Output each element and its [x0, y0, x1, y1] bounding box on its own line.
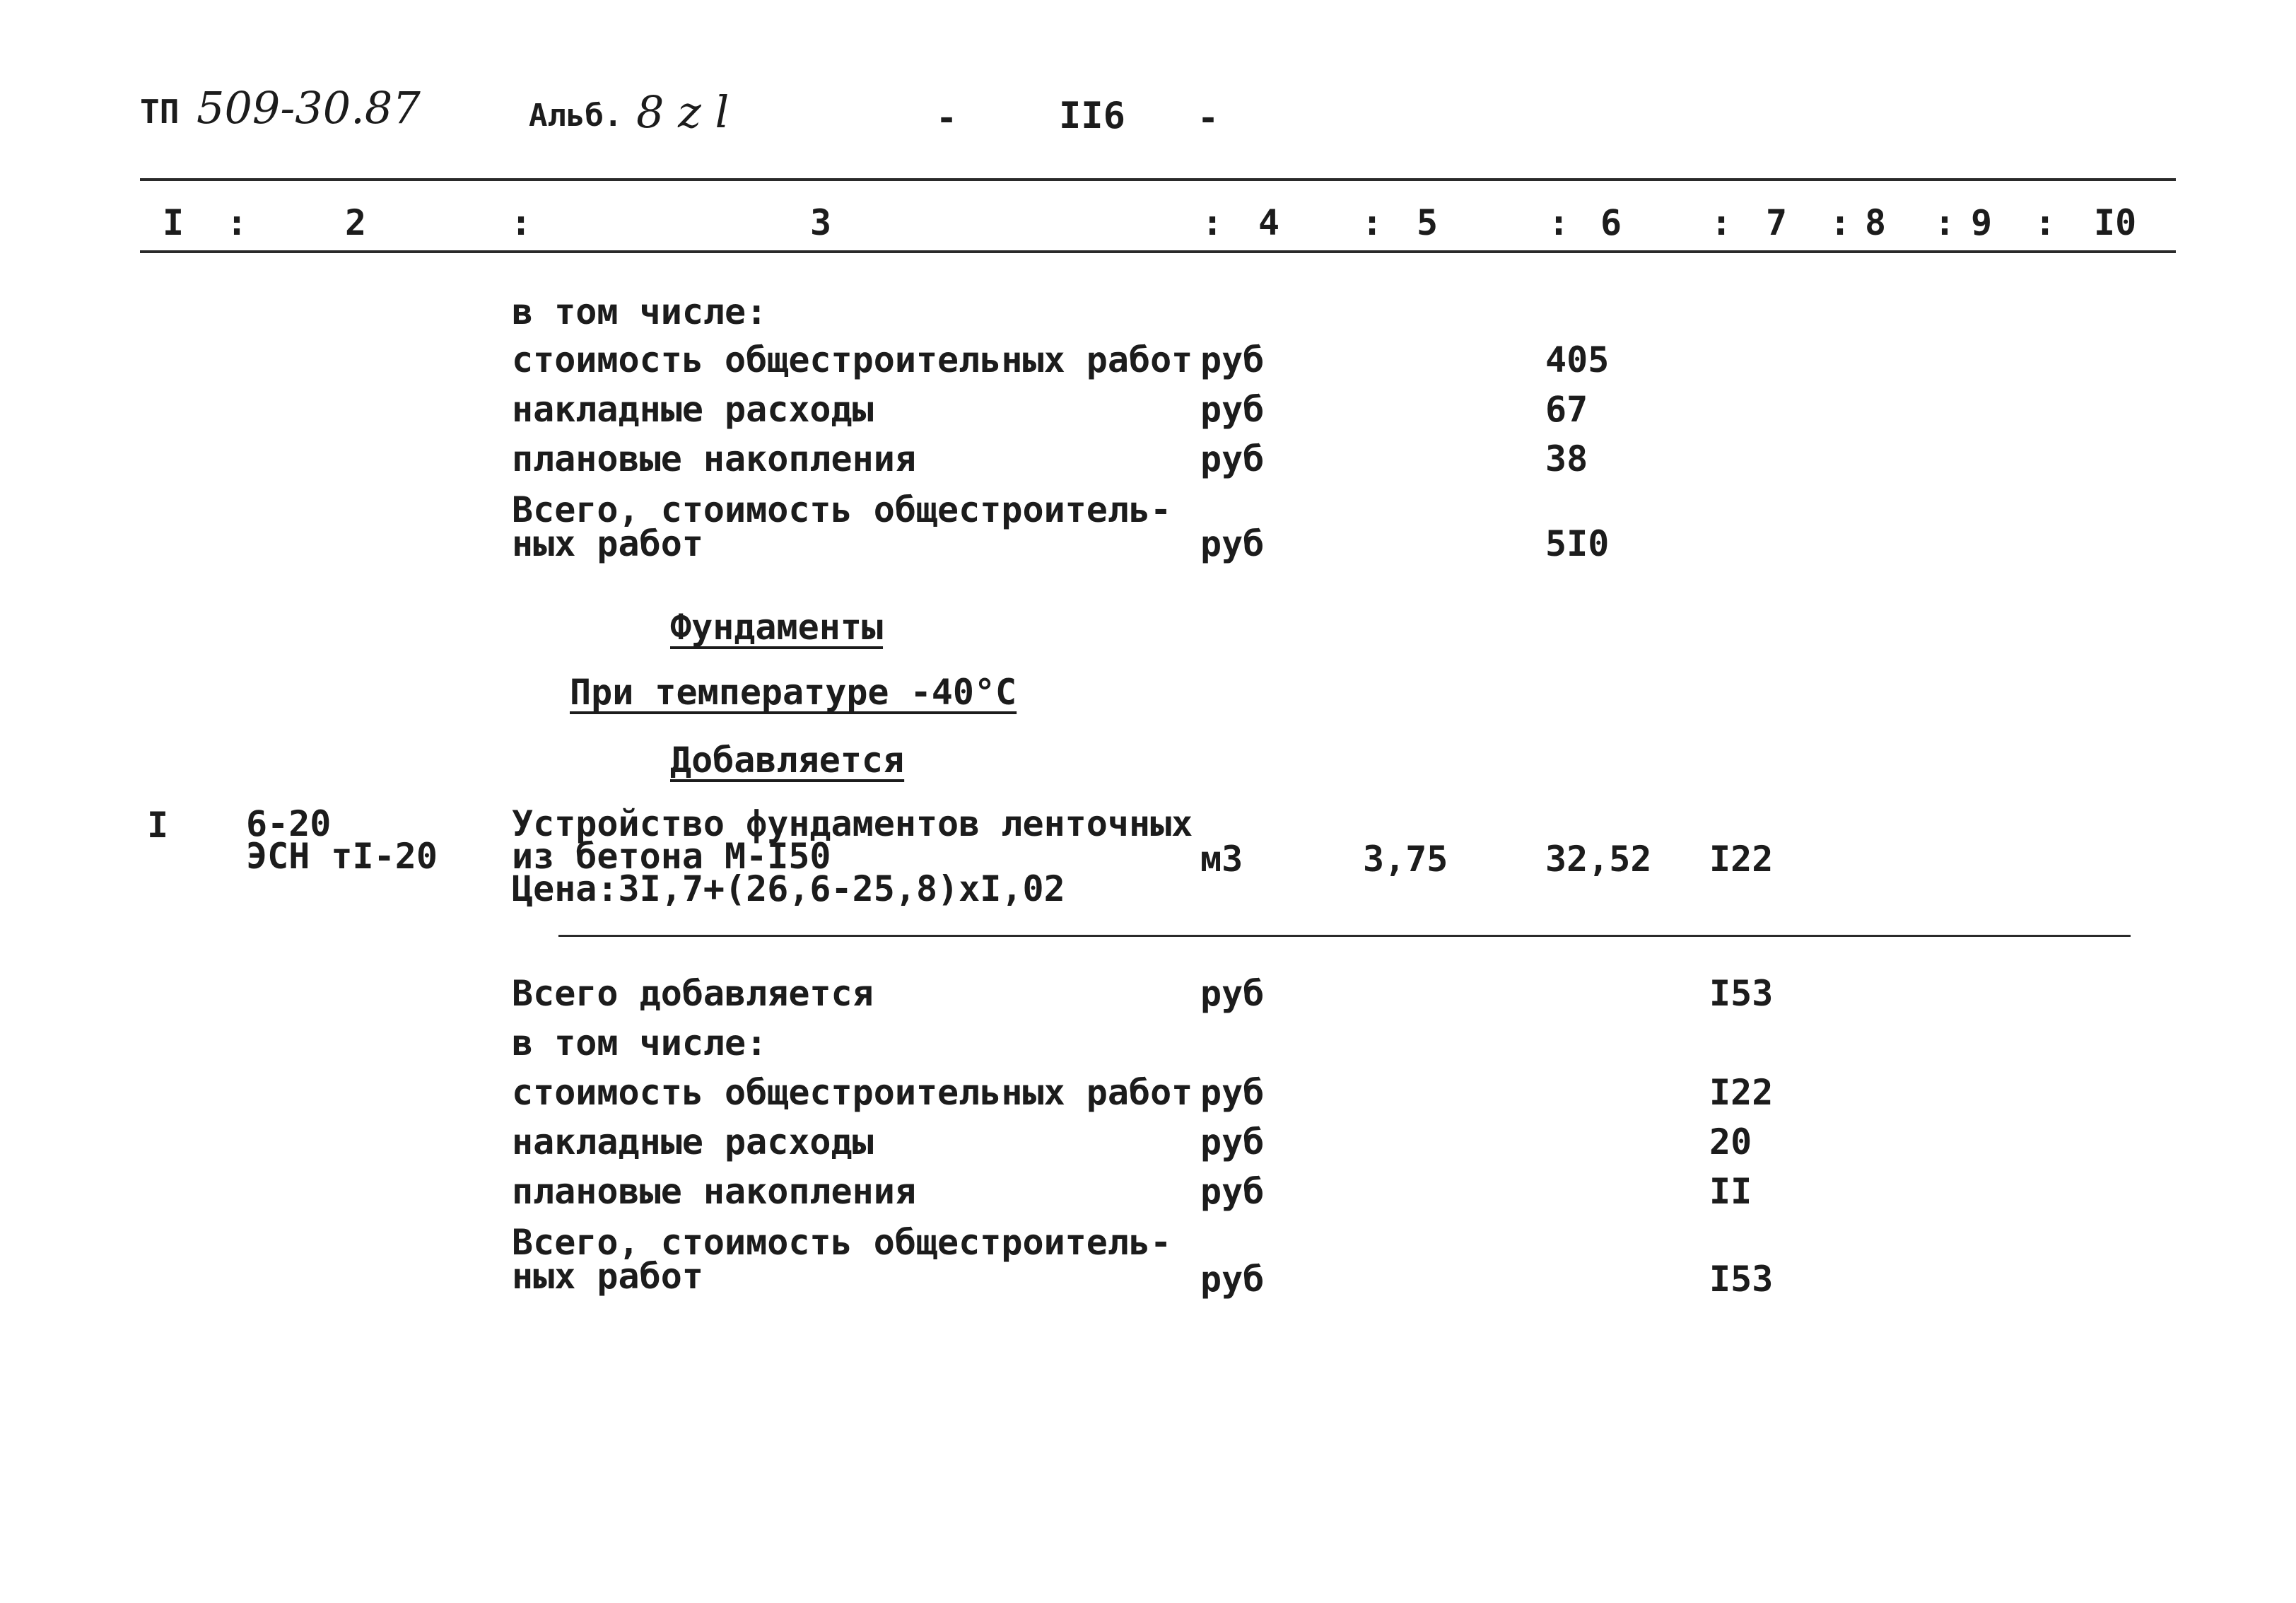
cost-row-unit: руб	[1200, 389, 1265, 430]
header-top-rule	[140, 178, 2176, 181]
header-bottom-rule	[140, 250, 2176, 253]
cost-row-value: I22	[1709, 1072, 1774, 1113]
column-separator: :	[1548, 202, 1570, 243]
total-cost-unit: руб	[1200, 1259, 1265, 1300]
column-separator: :	[2034, 202, 2056, 243]
cost-row-unit: руб	[1200, 1121, 1265, 1162]
cost-row-unit: руб	[1200, 438, 1265, 479]
album-handwritten: 8 z l	[636, 86, 730, 138]
item-unit-price: 32,52	[1545, 839, 1652, 880]
total-cost-value: 5I0	[1545, 523, 1610, 564]
project-code-prefix: ТП	[140, 93, 180, 131]
cost-row-value: 38	[1545, 438, 1588, 479]
cost-row-name: стоимость общестроительных работ	[512, 1072, 1193, 1113]
including-label: в том числе:	[512, 291, 768, 332]
item-cost: I22	[1709, 839, 1774, 880]
column-header-1: I	[163, 202, 184, 243]
cost-row-unit: руб	[1200, 1171, 1265, 1212]
column-separator: :	[1361, 202, 1383, 243]
total-cost-name-line2: ных работ	[512, 1256, 703, 1297]
item-code-line1: 6-20	[246, 803, 332, 844]
total-added-unit: руб	[1200, 973, 1265, 1014]
item-price-formula: Цена:3I,7+(26,6-25,8)xI,02	[512, 868, 1065, 909]
total-cost-name-line1: Всего, стоимость общестроитель-	[512, 489, 1172, 530]
section-subtitle: При температуре -40°C	[570, 672, 1017, 713]
column-header-2: 2	[345, 202, 367, 243]
project-code-handwritten: 509-30.87	[197, 82, 421, 134]
header-dash-right: -	[1197, 98, 1219, 139]
total-added-value: I53	[1709, 973, 1774, 1014]
cost-row-unit: руб	[1200, 339, 1265, 380]
cost-row-value: II	[1709, 1171, 1752, 1212]
cost-row-name: накладные расходы	[512, 1121, 874, 1162]
total-cost-unit: руб	[1200, 523, 1265, 564]
section-title: Фундаменты	[670, 607, 884, 648]
cost-row-name: накладные расходы	[512, 389, 874, 430]
cost-row-value: 405	[1545, 339, 1610, 380]
including-label: в том числе:	[512, 1022, 768, 1063]
column-separator: :	[1934, 202, 1956, 243]
column-header-3: 3	[810, 202, 832, 243]
cost-row-name: плановые накопления	[512, 1171, 916, 1212]
column-separator: :	[510, 202, 532, 243]
header-dash-left: -	[936, 98, 958, 139]
album-prefix: Альб.	[529, 98, 623, 134]
item-code-line2: ЭСН тI-20	[246, 836, 438, 877]
item-number: I	[147, 805, 169, 846]
column-header-9: 9	[1971, 202, 1993, 243]
column-separator: :	[1202, 202, 1224, 243]
item-description-line2: из бетона М-I50	[512, 836, 831, 877]
column-header-10: I0	[2094, 202, 2137, 243]
total-cost-value: I53	[1709, 1259, 1774, 1300]
cost-row-name: стоимость общестроительных работ	[512, 339, 1193, 380]
total-cost-name-line1: Всего, стоимость общестроитель-	[512, 1222, 1172, 1263]
cost-row-value: 20	[1709, 1121, 1752, 1162]
cost-row-name: плановые накопления	[512, 438, 916, 479]
item-quantity: 3,75	[1363, 839, 1448, 880]
total-added-label: Всего добавляется	[512, 973, 874, 1014]
column-header-5: 5	[1417, 202, 1439, 243]
cost-row-unit: руб	[1200, 1072, 1265, 1113]
cost-row-value: 67	[1545, 389, 1588, 430]
total-cost-name-line2: ных работ	[512, 523, 703, 564]
column-separator: :	[1711, 202, 1733, 243]
item-separator-rule	[558, 935, 2131, 937]
item-description-line1: Устройство фундаментов ленточных	[512, 803, 1193, 844]
column-separator: :	[1829, 202, 1851, 243]
item-unit: м3	[1200, 839, 1243, 880]
column-header-4: 4	[1258, 202, 1280, 243]
section-action: Добавляется	[670, 740, 905, 781]
page-number: II6	[1059, 95, 1125, 137]
column-header-7: 7	[1766, 202, 1788, 243]
column-header-8: 8	[1865, 202, 1887, 243]
column-separator: :	[226, 202, 248, 243]
column-header-6: 6	[1600, 202, 1622, 243]
